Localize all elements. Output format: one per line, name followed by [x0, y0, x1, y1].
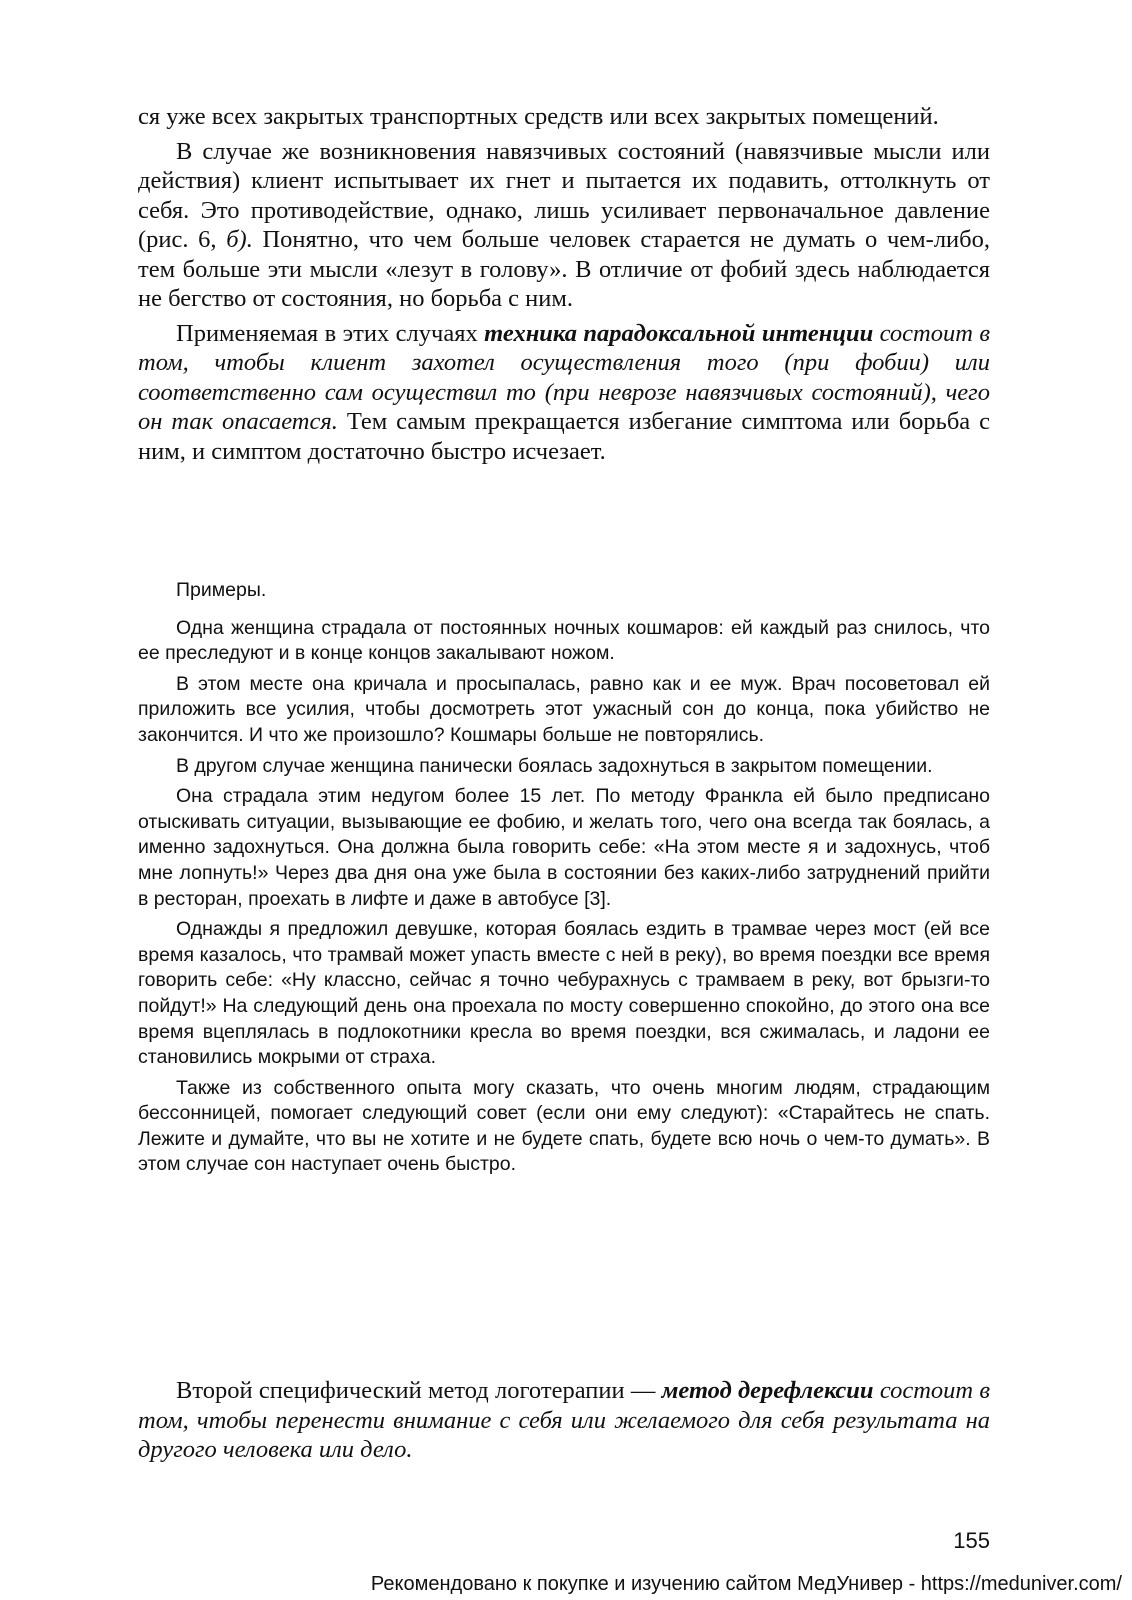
example-paragraph: Однажды я предложил девушке, которая боялась ездить в трамвае через мост (ей все время казалось, что трамвай может упасть вместе с ней в реку), во время поездки все время говорить себе: «Ну классно, сейчас я точно чебурахнусь с трамваем в реку, вот брызги-то пойдут!» На следующий день она проехала по мосту совершенно спокойно, до этого она все время вцеплялась в подлокотники кресла во время поездки, вся сжималась, и ладони ее становились мокрыми от страха.	[138, 918, 990, 1069]
term-emphasis: метод дерефлексии	[661, 1377, 874, 1404]
figure-reference: б).	[226, 226, 253, 253]
paragraph-continuation: ся уже всех закрытых транспортных средств или всех закрытых помещений.	[138, 103, 939, 130]
example-paragraph: Одна женщина страдала от постоянных ночных кошмаров: ей каждый раз снилось, что ее преследуют и в конце концов закалывают ножом.	[138, 616, 990, 665]
examples-block	[138, 578, 990, 1178]
bottom-text-block	[138, 1376, 990, 1465]
paragraph-obsessive-states	[138, 137, 990, 314]
definition-italic: состоит в том, чтобы клиент захотел осуществления того (при фобии) или соответственно сам осуществил то (при неврозе навязчивых состояний), чего он так опасается.	[138, 319, 990, 435]
paragraph-text: В случае же возникновения навязчивых состояний (навязчивые мысли или действия) клиент испытывает их гнет и пытается их подавить, оттолкнуть от себя. Это противодействие, однако, лишь усиливает первоначальное давление (рис. 6,	[138, 137, 990, 253]
example-paragraph: Она страдала этим недугом более 15 лет. По методу Франкла ей было предписано отыскивать ситуации, вызывающие ее фобию, и желать того, чего она всегда так боялась, а именно задохнуться. Она должна была говорить себе: «На этом месте я и задохнусь, чтоб мне лопнуть!» Через два дня она уже была в состоянии без каких-либо затруднений прийти в ресторан, проехать в лифте и даже в автобусе [3].	[138, 785, 990, 910]
paragraph-dereflection	[138, 1376, 990, 1465]
example-paragraph: Также из собственного опыта могу сказать, что очень многим людям, страдающим бессонницей, помогает следующий совет (если они ему следуют): «Старайтесь не спать. Лежите и думайте, что вы не хотите и не будете спать, будете всю ночь о чем-то думать». В этом случае сон наступает очень быстро.	[138, 1076, 990, 1176]
examples-heading: Примеры.	[176, 579, 267, 601]
paragraph-paradoxical-intention	[138, 319, 990, 467]
paragraph-text: Понятно, что чем больше человек старается не думать о чем-либо, тем больше эти мысли «лезут в голову». В отличие от фобий здесь наблюдается не бегство от состояния, но борьба с ним.	[138, 226, 990, 312]
definition-italic: состоит в том, чтобы перенести внимание с себя или желаемого для себя результата на другого человека или дело.	[138, 1377, 990, 1463]
footer-watermark: Рекомендовано к покупке и изучению сайтом МедУнивер - https://meduniver.com/	[370, 1573, 1122, 1595]
page-number: 155	[953, 1528, 990, 1553]
paragraph-text: Второй специфический метод логотерапии —	[176, 1377, 662, 1404]
paragraph-text: Тем самым прекращается избегание симптома или борьба с ним, и симптом достаточно быстро исчезает.	[138, 408, 990, 465]
example-paragraph: В другом случае женщина панически боялась задохнуться в закрытом помещении.	[176, 754, 933, 777]
top-text-block	[138, 102, 990, 466]
paragraph-text: Применяемая в этих случаях	[176, 319, 485, 347]
example-paragraph: В этом месте она кричала и просыпалась, равно как и ее муж. Врач посоветовал ей приложить все усилия, чтобы досмотреть этот ужасный сон до конца, пока убийство не закончится. И что же произошло? Кошмары больше не повторялись.	[138, 672, 990, 746]
term-emphasis: техника парадоксальной интенции	[484, 319, 874, 347]
